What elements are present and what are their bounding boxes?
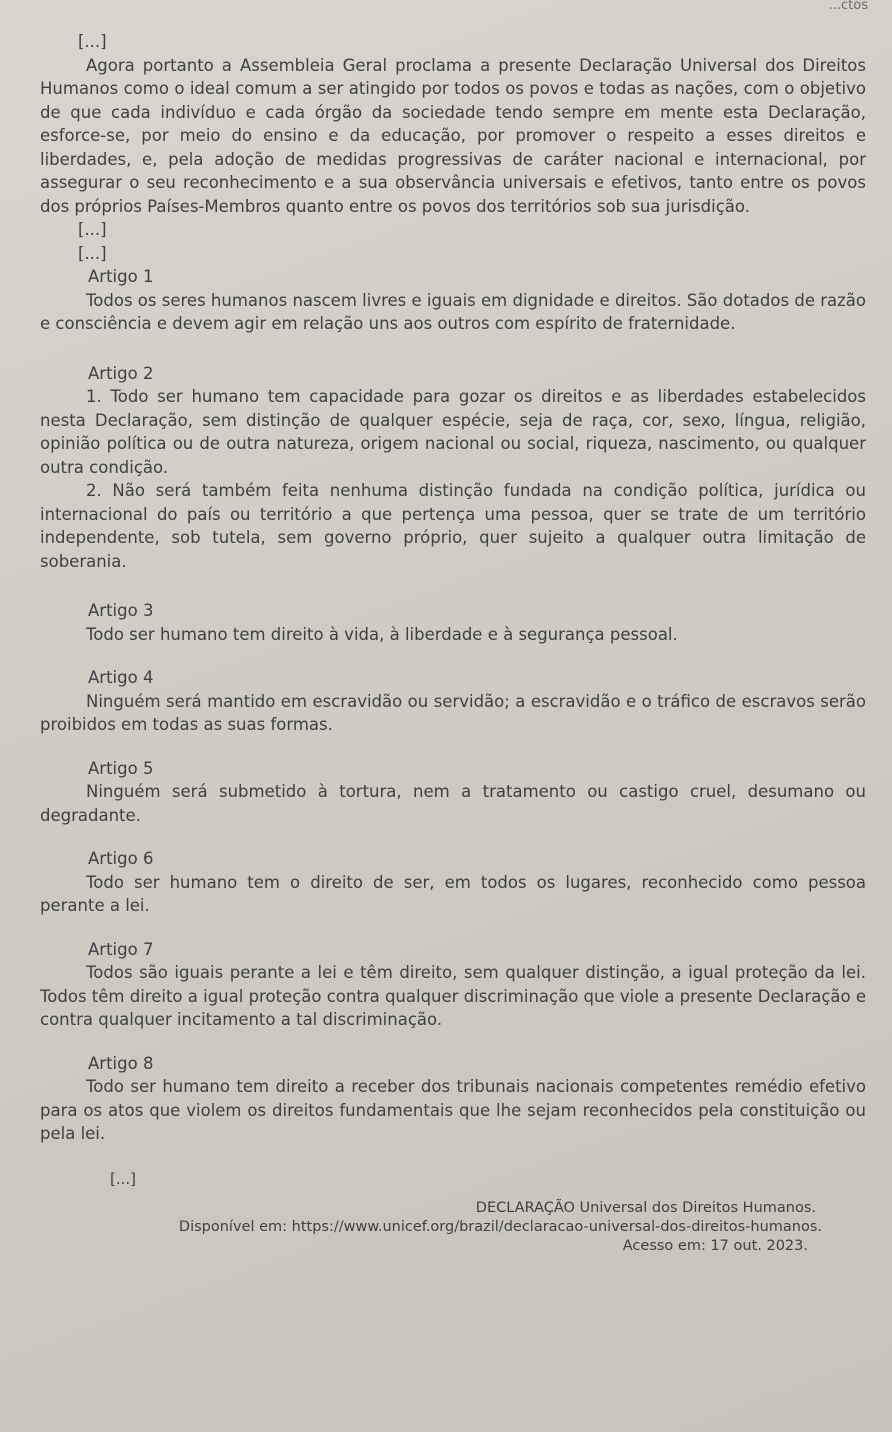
article-7-title: Artigo 7: [88, 939, 154, 959]
article-3-text: Todo ser humano tem direito à vida, à liberdade e à segurança pessoal.: [86, 624, 678, 644]
source-title: DECLARAÇÃO Universal dos Direitos Humanos.: [475, 1199, 816, 1216]
article-1-text: Todos os seres humanos nascem livres e iguais em dignidade e direitos. São dotados de razão e consciência e devem agir em relação uns aos outros com espírito de fraternidade.: [40, 290, 866, 333]
intro-paragraph: Agora portanto a Assembleia Geral proclama a presente Declaração Universal dos Direitos Humanos como o ideal comum a ser atingido por todos os povos e todas as nações, com o objetivo de que cada indivíduo e cada órgão da sociedade tendo sempre em mente esta Declaração, esforce-se, por meio do ensino e da educação, por promover o respeito a esses direitos e liberdades, e, pela adoção de medidas progressivas de caráter nacional e internacional, por assegurar o seu reconhecimento e a sua observância universais e efetivos, tanto entre os povos dos próprios Países-Membros quanto entre os povos dos territórios sob sua jurisdição.: [40, 55, 866, 216]
article-3-title: Artigo 3: [88, 601, 154, 620]
reference-block: [40, 1170, 866, 1256]
article-4-text: Ninguém será mantido em escravidão ou servidão; a escravidão e o tráfico de escravos serão proibidos em todas as suas formas.: [40, 691, 866, 734]
ellipsis-top: [...]: [78, 32, 107, 51]
article-2-text-2: 2. Não será também feita nenhuma distinção fundada na condição política, jurídica ou internacional do país ou território a que pertença uma pessoa, quer se trate de um território independente, sob tutela, sem governo próprio, quer sujeito a qualquer outra limitação de soberania.: [40, 481, 866, 571]
article-8-text: Todo ser humano tem direito a receber dos tribunais nacionais competentes remédio efetivo para os atos que violem os direitos fundamentais que lhe sejam reconhecidos pela constituição ou pela lei.: [40, 1077, 866, 1143]
page-corner-text: ...ctos: [828, 0, 868, 13]
article-6-text: Todo ser humano tem o direito de ser, em todos os lugares, reconhecido como pessoa perante a lei.: [40, 872, 866, 915]
article-1-title: Artigo 1: [88, 267, 154, 286]
ellipsis-2: [...]: [78, 243, 107, 263]
article-5-text: Ninguém será submetido à tortura, nem a tratamento ou castigo cruel, desumano ou degradante.: [40, 782, 866, 825]
article-7-text: Todos são iguais perante a lei e têm direito, sem qualquer distinção, a igual proteção da lei. Todos têm direito a igual proteção contra qualquer discriminação que viole a presente Declaração e contra qualquer incitamento a tal discriminação.: [40, 963, 866, 1029]
access-date: Acesso em: 17 out. 2023.: [622, 1237, 808, 1254]
article-2-text-1: 1. Todo ser humano tem capacidade para gozar os direitos e as liberdades estabelecidos nesta Declaração, sem distinção de qualquer espécie, seja de raça, cor, sexo, língua, religião, opinião política ou de outra natureza, origem nacional ou social, riqueza, nascimento, ou qualquer outra condição.: [40, 387, 866, 477]
article-5-title: Artigo 5: [88, 758, 154, 778]
ellipsis-1: [...]: [78, 220, 107, 239]
article-4-title: Artigo 4: [88, 668, 154, 687]
article-8-title: Artigo 8: [88, 1053, 154, 1073]
article-2-title: Artigo 2: [88, 363, 154, 383]
ellipsis-bottom: [...]: [110, 1169, 137, 1188]
source-url: Disponível em: https://www.unicef.org/brazil/declaracao-universal-dos-direitos-humanos.: [178, 1218, 822, 1235]
article-6-title: Artigo 6: [88, 849, 154, 868]
